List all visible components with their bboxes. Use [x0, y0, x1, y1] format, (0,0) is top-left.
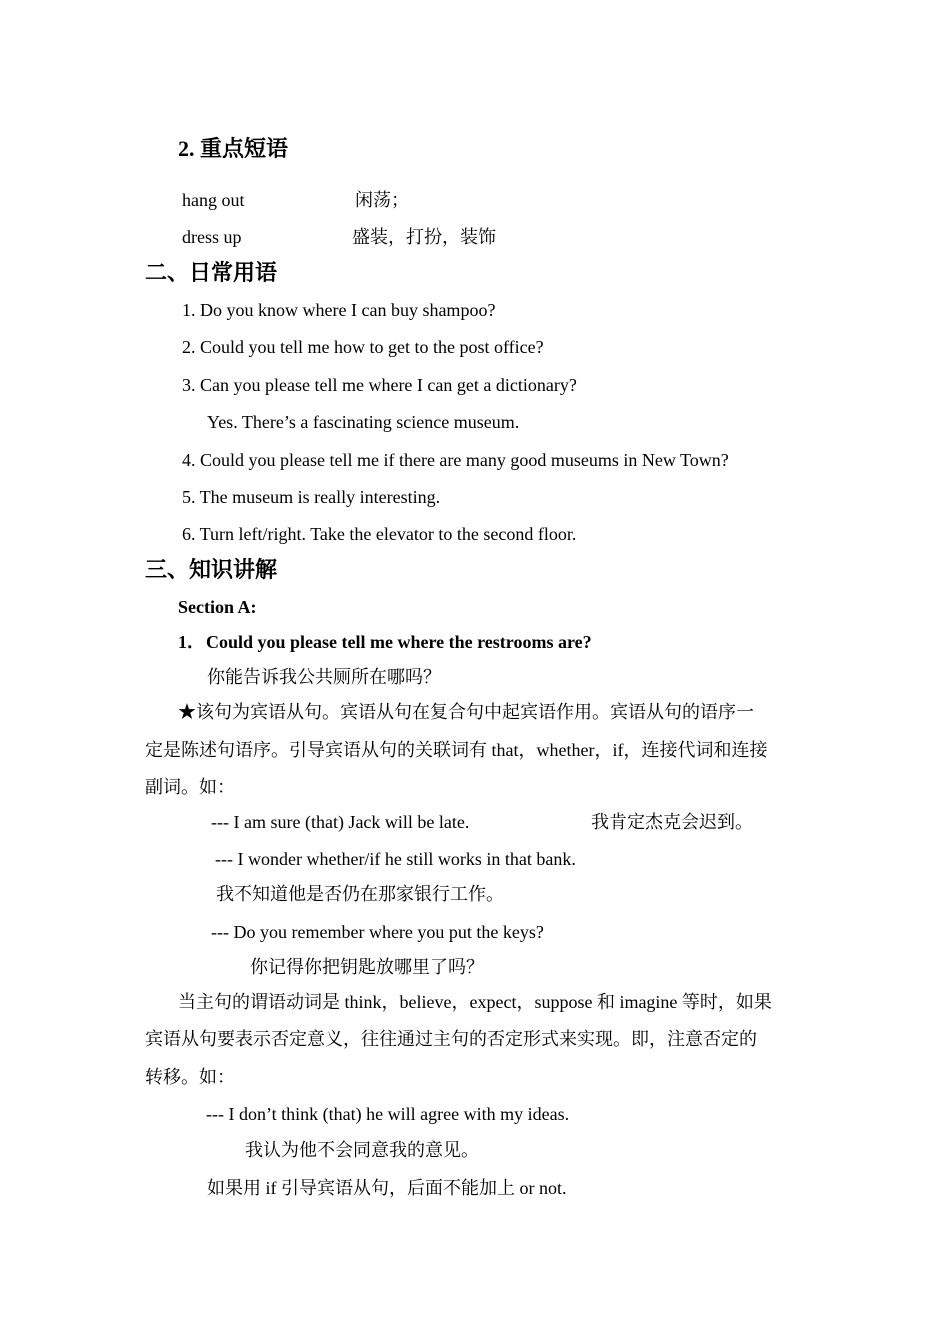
- daily-line: 1. Do you know where I can buy shampoo?: [182, 300, 496, 320]
- daily-expressions-heading: 二、日常用语: [145, 260, 278, 285]
- item-number: 1．: [178, 632, 205, 652]
- key-phrases-heading: 2. 重点短语: [178, 136, 289, 161]
- paragraph-line: 宾语从句要表示否定意义，往往通过主句的否定形式来实现。即，注意否定的: [145, 1029, 757, 1049]
- phrase-zh: 盛装，打扮，装饰: [352, 227, 496, 247]
- daily-line: 4. Could you please tell me if there are many good museums in New Town?: [182, 450, 729, 470]
- phrase-zh: 闲荡；: [355, 190, 409, 210]
- example-en: --- I wonder whether/if he still works in that bank.: [215, 849, 576, 869]
- daily-line: 3. Can you please tell me where I can get a dictionary?: [182, 375, 577, 395]
- daily-line: Yes. There’s a fascinating science museum.: [207, 412, 520, 432]
- paragraph-line: 当主句的谓语动词是 think，believe，expect，suppose 和 imagine 等时，如果: [178, 992, 772, 1012]
- example-en: --- I am sure (that) Jack will be late.: [211, 812, 470, 832]
- paragraph-line: 转移。如：: [145, 1067, 235, 1087]
- daily-line: 2. Could you tell me how to get to the post office?: [182, 337, 544, 357]
- item-translation: 你能告诉我公共厕所在哪吗？: [207, 667, 441, 687]
- paragraph-line: ★该句为宾语从句。宾语从句在复合句中起宾语作用。宾语从句的语序一: [178, 702, 754, 722]
- example-en: --- I don’t think (that) he will agree with my ideas.: [206, 1104, 570, 1124]
- phrase-en: dress up: [182, 227, 242, 247]
- daily-line: 6. Turn left/right. Take the elevator to the second floor.: [182, 524, 577, 544]
- example-en: --- Do you remember where you put the keys?: [211, 922, 544, 942]
- section-a-label: Section A:: [178, 597, 257, 617]
- example-zh: 你记得你把钥匙放哪里了吗？: [250, 957, 484, 977]
- knowledge-heading: 三、知识讲解: [145, 557, 278, 582]
- note-line: 如果用 if 引导宾语从句，后面不能加上 or not.: [207, 1178, 567, 1198]
- paragraph-line: 定是陈述句语序。引导宾语从句的关联词有 that，whether，if，连接代词和连接: [145, 740, 768, 760]
- example-zh: 我肯定杰克会迟到。: [591, 812, 753, 832]
- example-zh: 我不知道他是否仍在那家银行工作。: [216, 884, 504, 904]
- phrase-en: hang out: [182, 190, 245, 210]
- daily-line: 5. The museum is really interesting.: [182, 487, 441, 507]
- example-zh: 我认为他不会同意我的意见。: [245, 1140, 479, 1160]
- item-sentence: Could you please tell me where the restrooms are?: [206, 632, 592, 652]
- paragraph-line: 副词。如：: [145, 777, 235, 797]
